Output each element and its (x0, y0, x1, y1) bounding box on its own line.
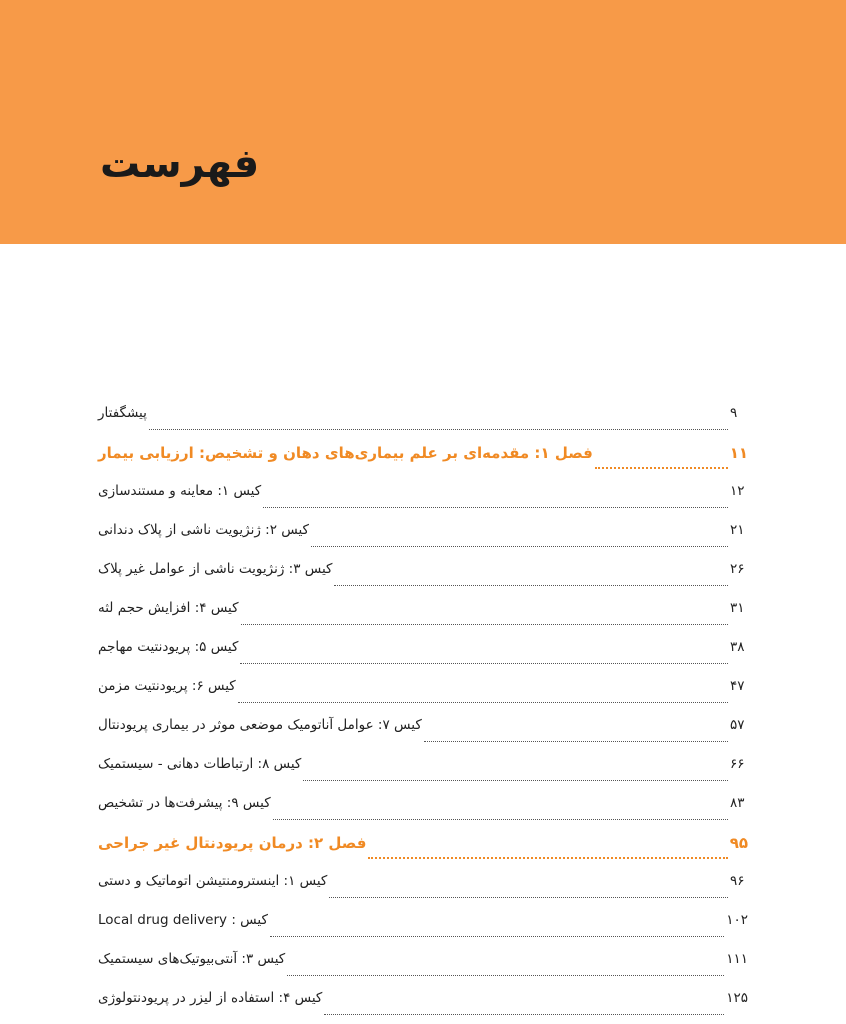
dot-leader (238, 701, 728, 703)
toc-page-number: ۵۷ (730, 717, 745, 733)
toc-label: کیس ۱: معاینه و مستندسازی (98, 483, 262, 499)
toc-page-number: ۸۳ (730, 795, 745, 811)
toc-entry-row[interactable] (98, 873, 748, 912)
toc-entry-row[interactable] (98, 405, 748, 444)
toc-page-number: ۹۶ (730, 873, 745, 889)
toc-label: پیشگفتار (98, 405, 147, 421)
dot-leader (263, 506, 728, 508)
dot-leader (287, 974, 724, 976)
toc-page-number: ۲۱ (730, 522, 745, 538)
dot-leader (595, 466, 728, 469)
toc-entry-row[interactable] (98, 678, 748, 717)
toc-label: کیس ۷: عوامل آناتومیک موضعی موثر در بیماری پریودنتال (98, 717, 422, 733)
toc-entry-row[interactable] (98, 522, 748, 561)
dot-leader (311, 545, 728, 547)
toc-page-number: ۶۶ (730, 756, 745, 772)
toc-label: کیس : Local drug delivery (98, 912, 268, 928)
toc-page-number: ۱۱ (729, 444, 748, 462)
dot-leader (334, 584, 728, 586)
toc-page-number: ۳۸ (730, 639, 745, 655)
toc-label: کیس ۲: ژنژیویت ناشی از پلاک دندانی (98, 522, 309, 538)
toc-entry-row[interactable] (98, 756, 748, 795)
toc-page-number: ۹ (730, 405, 738, 421)
toc-label: فصل ۱: مقدمه‌ای بر علم بیماری‌های دهان و تشخیص: ارزیابی بیمار (98, 444, 593, 462)
dot-leader (329, 896, 728, 898)
toc-label: کیس ۱: اینسترومنتیشن اتوماتیک و دستی (98, 873, 328, 889)
toc-page-number: ۲۶ (730, 561, 745, 577)
toc-label: کیس ۸: ارتباطات دهانی - سیستمیک (98, 756, 302, 772)
toc-page-number: ۱۲۵ (726, 990, 748, 1006)
toc-page-number: ۱۲ (730, 483, 745, 499)
dot-leader (324, 1013, 724, 1015)
toc-page-number: ۹۵ (729, 834, 748, 852)
toc-entry-row[interactable] (98, 483, 748, 522)
dot-leader (241, 623, 728, 625)
toc-label: کیس ۴: استفاده از لیزر در پریودنتولوژی (98, 990, 323, 1006)
dot-leader (240, 662, 728, 664)
toc-chapter-row[interactable] (98, 834, 748, 873)
toc-entry-row[interactable] (98, 561, 748, 600)
toc-page-number: ۱۱۱ (726, 951, 748, 967)
header-band (0, 0, 846, 244)
toc-entry-row[interactable] (98, 600, 748, 639)
toc-chapter-row[interactable] (98, 444, 748, 483)
toc-entry-row[interactable] (98, 990, 748, 1024)
toc-label: کیس ۴: افزایش حجم لثه (98, 600, 239, 616)
toc-label: کیس ۵: پریودنتیت مهاجم (98, 639, 239, 655)
toc-entry-row[interactable] (98, 795, 748, 834)
dot-leader (149, 428, 728, 430)
toc-label: کیس ۶: پریودنتیت مزمن (98, 678, 236, 694)
toc-label: کیس ۳: ژنژیویت ناشی از عوامل غیر پلاک (98, 561, 333, 577)
dot-leader (273, 818, 728, 820)
toc-entry-row[interactable] (98, 912, 748, 951)
toc-page-number: ۱۰۲ (726, 912, 748, 928)
toc-label: کیس ۹: پیشرفت‌ها در تشخیص (98, 795, 271, 811)
toc-page-number: ۴۷ (730, 678, 745, 694)
toc-entry-row[interactable] (98, 951, 748, 990)
toc-label: فصل ۲: درمان پریودنتال غیر جراحی (98, 834, 367, 852)
toc-label: کیس ۳: آنتی‌بیوتیک‌های سیستمیک (98, 951, 286, 967)
page-title: فهرست (100, 141, 260, 187)
toc-entry-row[interactable] (98, 717, 748, 756)
dot-leader (424, 740, 728, 742)
table-of-contents (98, 405, 748, 1024)
toc-page-number: ۳۱ (730, 600, 745, 616)
dot-leader (303, 779, 728, 781)
dot-leader (368, 856, 727, 859)
dot-leader (270, 935, 724, 937)
toc-entry-row[interactable] (98, 639, 748, 678)
